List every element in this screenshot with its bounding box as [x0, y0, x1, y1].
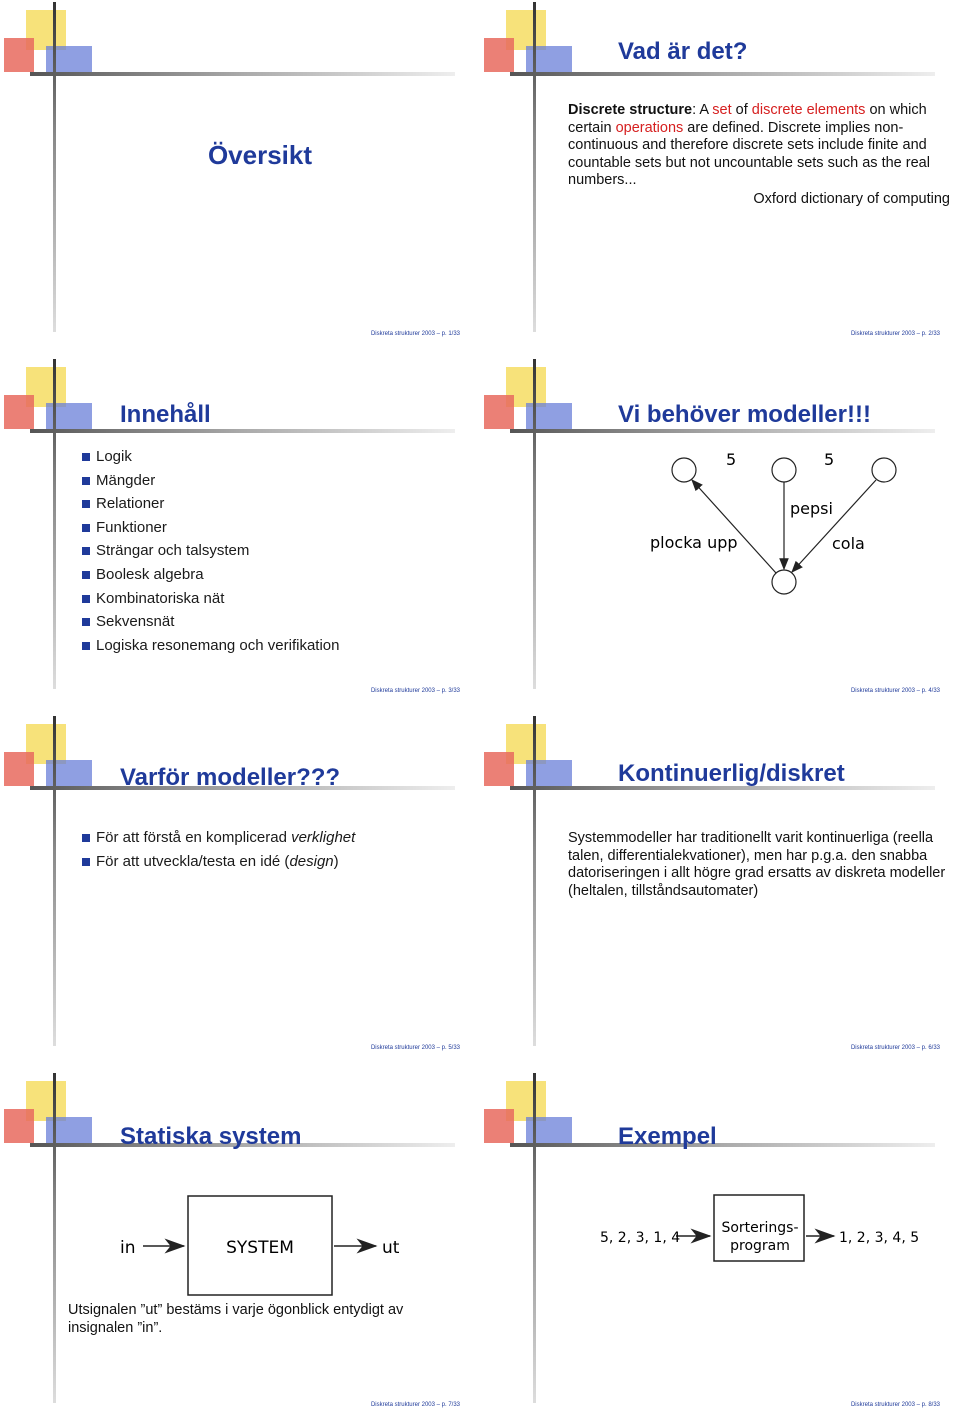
slide-title: Kontinuerlig/diskret	[618, 760, 845, 787]
state-node	[872, 458, 896, 482]
slide-footer: Diskreta strukturer 2003 – p. 6/33	[850, 1045, 940, 1051]
list-item: För att förstå en komplicerad verklighet	[82, 826, 355, 850]
list-item: Sekvensnät	[82, 610, 339, 634]
slide-title: Översikt	[207, 140, 313, 170]
contents-list	[82, 445, 339, 657]
definition-term: Discrete structure	[568, 102, 693, 118]
slide-title: Exempel	[618, 1123, 717, 1150]
output-label: ut	[382, 1238, 400, 1258]
slide-footer: Diskreta strukturer 2003 – p. 2/33	[850, 331, 940, 337]
list-item: Logiska resonemang och verifikation	[82, 634, 339, 658]
definition-text: Discrete structure: A set of discrete elements on which certain operations are defined. Discrete implies non-continuous and therefore discrete sets include finite and countable sets but not uncountable sets such as the real numbers...	[568, 102, 930, 188]
slide-4	[480, 357, 960, 714]
source-citation: Oxford dictionary of computing	[753, 191, 950, 207]
output-sequence: 1, 2, 3, 4, 5	[839, 1230, 920, 1246]
slide-footer: Diskreta strukturer 2003 – p. 4/33	[850, 688, 940, 694]
program-label-line1: Sorterings-	[721, 1220, 799, 1236]
body-paragraph: Systemmodeller har traditionellt varit kontinuerliga (reella talen, differentialekvationer), men har p.g.a. den snabba datoriseringen i allt högre grad ersatts av diskreta modeller (heltalen, tillståndsautomater)	[568, 830, 946, 899]
list-item: Strängar och talsystem	[82, 539, 339, 563]
program-label-line2: program	[730, 1238, 790, 1254]
slide-6	[480, 714, 960, 1071]
term-elements: discrete elements	[751, 102, 866, 118]
slide-7	[0, 1071, 480, 1428]
list-item: Mängder	[82, 469, 339, 493]
slide-title: Varför modeller???	[120, 764, 341, 791]
edge-label-5b: 5	[824, 450, 835, 469]
state-node	[772, 570, 796, 594]
sorting-diagram	[480, 1071, 960, 1428]
slide-footer: Diskreta strukturer 2003 – p. 3/33	[370, 688, 460, 694]
slide-footer: Diskreta strukturer 2003 – p. 5/33	[370, 1045, 460, 1051]
term-operations: operations	[615, 119, 684, 136]
slide-title: Vi behöver modeller!!!	[618, 401, 871, 428]
body-paragraph: Utsignalen ”ut” bestäms i varje ögonblick entydigt av insignalen ”in”.	[68, 1302, 404, 1336]
slide-footer: Diskreta strukturer 2003 – p. 7/33	[370, 1402, 460, 1408]
input-sequence: 5, 2, 3, 1, 4	[600, 1230, 681, 1246]
reasons-list	[82, 826, 355, 873]
list-item: Kombinatoriska nät	[82, 587, 339, 611]
edge-label-cola: cola	[832, 534, 865, 553]
edge-label-pepsi: pepsi	[790, 499, 833, 518]
list-item: Logik	[82, 445, 339, 469]
state-node	[772, 458, 796, 482]
edge-plocka-upp	[692, 480, 776, 573]
slide-5	[0, 714, 480, 1071]
edge-label-plocka-upp: plocka upp	[650, 533, 738, 552]
state-diagram	[480, 357, 960, 714]
slide-title: Vad är det?	[618, 38, 748, 65]
list-item: Boolesk algebra	[82, 563, 339, 587]
slide-8	[480, 1071, 960, 1428]
slide-footer: Diskreta strukturer 2003 – p. 8/33	[850, 1402, 940, 1408]
list-item: För att utveckla/testa en idé (design)	[82, 850, 355, 874]
slide-2	[480, 0, 960, 357]
list-item: Relationer	[82, 492, 339, 516]
slide-footer: Diskreta strukturer 2003 – p. 1/33	[370, 331, 460, 337]
slide-3	[0, 357, 480, 714]
list-item: Funktioner	[82, 516, 339, 540]
edge-cola	[792, 480, 876, 572]
slide-title: Innehåll	[120, 401, 211, 428]
edge-label-5a: 5	[726, 450, 737, 469]
state-node	[672, 458, 696, 482]
input-label: in	[120, 1238, 136, 1258]
header-decoration	[0, 0, 480, 120]
slide-1	[0, 0, 480, 357]
term-set: set	[712, 102, 732, 118]
slide-title: Statiska system	[120, 1123, 302, 1150]
system-diagram	[0, 1071, 480, 1428]
system-label: SYSTEM	[226, 1238, 294, 1258]
